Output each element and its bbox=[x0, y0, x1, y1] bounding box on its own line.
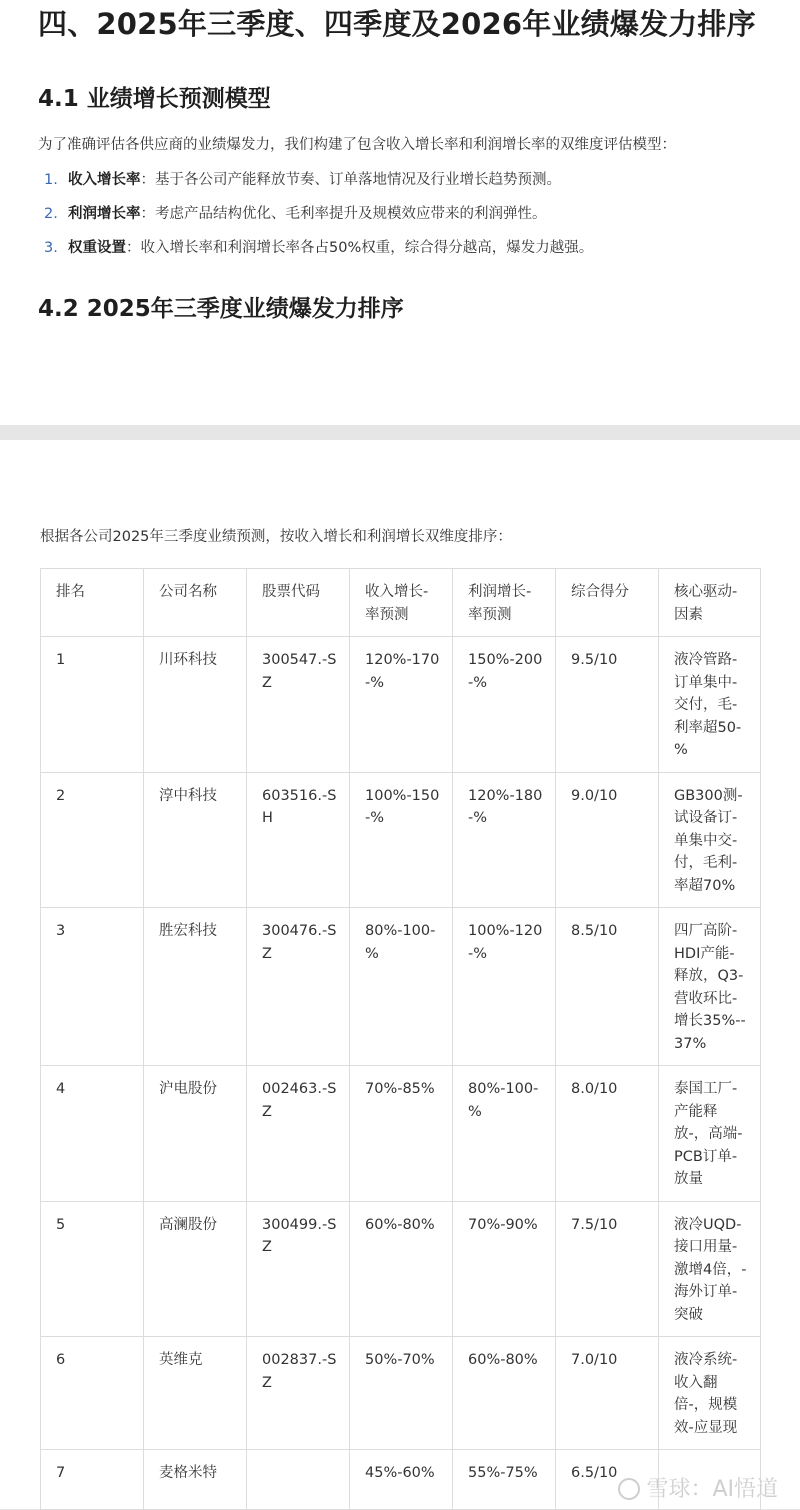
cell-profit-growth: 70%-90% bbox=[453, 1201, 556, 1337]
cell-drivers: GB300测-试设备订-单集中交-付，毛利-率超70% bbox=[659, 772, 761, 908]
cell-profit-growth: 80%-100-% bbox=[453, 1066, 556, 1202]
cell-profit-growth: 55%-75% bbox=[453, 1450, 556, 1510]
cell-revenue-growth: 60%-80% bbox=[350, 1201, 453, 1337]
cell-score: 7.0/10 bbox=[556, 1337, 659, 1450]
subsection-title-4-1: 4.1 业绩增长预测模型 bbox=[38, 86, 271, 112]
cell-drivers: 泰国工厂-产能释放-，高端-PCB订单-放量 bbox=[659, 1066, 761, 1202]
header-score: 综合得分 bbox=[556, 569, 659, 637]
cell-rank: 3 bbox=[41, 908, 144, 1066]
cell-score: 6.5/10 bbox=[556, 1450, 659, 1510]
table-row bbox=[41, 1201, 761, 1337]
cell-rank: 5 bbox=[41, 1201, 144, 1337]
cell-revenue-growth: 120%-170-% bbox=[350, 637, 453, 773]
cell-ticker: 002837.-SZ bbox=[247, 1337, 350, 1450]
ranking-table bbox=[40, 568, 761, 1510]
model-intro: 为了准确评估各供应商的业绩爆发力，我们构建了包含收入增长率和利润增长率的双维度评估模型： bbox=[38, 137, 676, 153]
table-row bbox=[41, 772, 761, 908]
cell-rank: 6 bbox=[41, 1337, 144, 1450]
list-item: 1. 收入增长率：基于各公司产能释放节奏、订单落地情况及行业增长趋势预测。 bbox=[44, 172, 561, 188]
cell-revenue-growth: 80%-100-% bbox=[350, 908, 453, 1066]
cell-score: 9.5/10 bbox=[556, 637, 659, 773]
table-header-row bbox=[41, 569, 761, 637]
header-company: 公司名称 bbox=[144, 569, 247, 637]
cell-profit-growth: 60%-80% bbox=[453, 1337, 556, 1450]
cell-revenue-growth: 45%-60% bbox=[350, 1450, 453, 1510]
header-drivers: 核心驱动-因素 bbox=[659, 569, 761, 637]
cell-drivers: 液冷管路-订单集中-交付，毛-利率超50-% bbox=[659, 637, 761, 773]
list-item: 2. 利润增长率：考虑产品结构优化、毛利率提升及规模效应带来的利润弹性。 bbox=[44, 206, 547, 222]
cell-company: 川环科技 bbox=[144, 637, 247, 773]
cell-revenue-growth: 70%-85% bbox=[350, 1066, 453, 1202]
cell-company: 沪电股份 bbox=[144, 1066, 247, 1202]
cell-score: 7.5/10 bbox=[556, 1201, 659, 1337]
cell-company: 麦格米特 bbox=[144, 1450, 247, 1510]
criteria-list bbox=[38, 168, 593, 270]
table-row bbox=[41, 908, 761, 1066]
cell-drivers: 四厂高阶-HDI产能-释放，Q3-营收环比-增长35%--37% bbox=[659, 908, 761, 1066]
watermark: 雪球：AI悟道 bbox=[618, 1472, 778, 1503]
cell-score: 8.5/10 bbox=[556, 908, 659, 1066]
section-title: 四、2025年三季度、四季度及2026年业绩爆发力排序 bbox=[38, 7, 756, 41]
table-row bbox=[41, 637, 761, 773]
cell-ticker: 603516.-SH bbox=[247, 772, 350, 908]
cell-ticker: 300499.-SZ bbox=[247, 1201, 350, 1337]
page-1 bbox=[0, 0, 800, 425]
cell-revenue-growth: 50%-70% bbox=[350, 1337, 453, 1450]
list-item: 3. 权重设置：收入增长率和利润增长率各占50%权重，综合得分越高，爆发力越强。 bbox=[44, 240, 594, 256]
cell-ticker bbox=[247, 1450, 350, 1510]
cell-ticker: 300476.-SZ bbox=[247, 908, 350, 1066]
cell-company: 英维克 bbox=[144, 1337, 247, 1450]
cell-rank: 4 bbox=[41, 1066, 144, 1202]
cell-rank: 1 bbox=[41, 637, 144, 773]
header-ticker: 股票代码 bbox=[247, 569, 350, 637]
ranking-intro: 根据各公司2025年三季度业绩预测，按收入增长和利润增长双维度排序： bbox=[40, 529, 512, 545]
cell-ticker: 300547.-SZ bbox=[247, 637, 350, 773]
cell-rank: 7 bbox=[41, 1450, 144, 1510]
cell-company: 淳中科技 bbox=[144, 772, 247, 908]
table-row bbox=[41, 1066, 761, 1202]
page-2 bbox=[0, 440, 800, 1509]
cell-revenue-growth: 100%-150-% bbox=[350, 772, 453, 908]
subsection-title-4-2: 4.2 2025年三季度业绩爆发力排序 bbox=[38, 296, 404, 322]
cell-drivers: 液冷UQD-接口用量-激增4倍，-海外订单-突破 bbox=[659, 1201, 761, 1337]
cell-rank: 2 bbox=[41, 772, 144, 908]
header-rank: 排名 bbox=[41, 569, 144, 637]
header-profit-growth: 利润增长-率预测 bbox=[453, 569, 556, 637]
cell-score: 9.0/10 bbox=[556, 772, 659, 908]
cell-profit-growth: 150%-200-% bbox=[453, 637, 556, 773]
cell-company: 胜宏科技 bbox=[144, 908, 247, 1066]
cell-drivers: 液冷系统-收入翻倍-，规模效-应显现 bbox=[659, 1337, 761, 1450]
cell-profit-growth: 120%-180-% bbox=[453, 772, 556, 908]
cell-company: 高澜股份 bbox=[144, 1201, 247, 1337]
cell-score: 8.0/10 bbox=[556, 1066, 659, 1202]
header-revenue-growth: 收入增长-率预测 bbox=[350, 569, 453, 637]
table-row bbox=[41, 1337, 761, 1450]
cell-ticker: 002463.-SZ bbox=[247, 1066, 350, 1202]
snowball-logo-icon bbox=[618, 1478, 640, 1500]
cell-profit-growth: 100%-120-% bbox=[453, 908, 556, 1066]
